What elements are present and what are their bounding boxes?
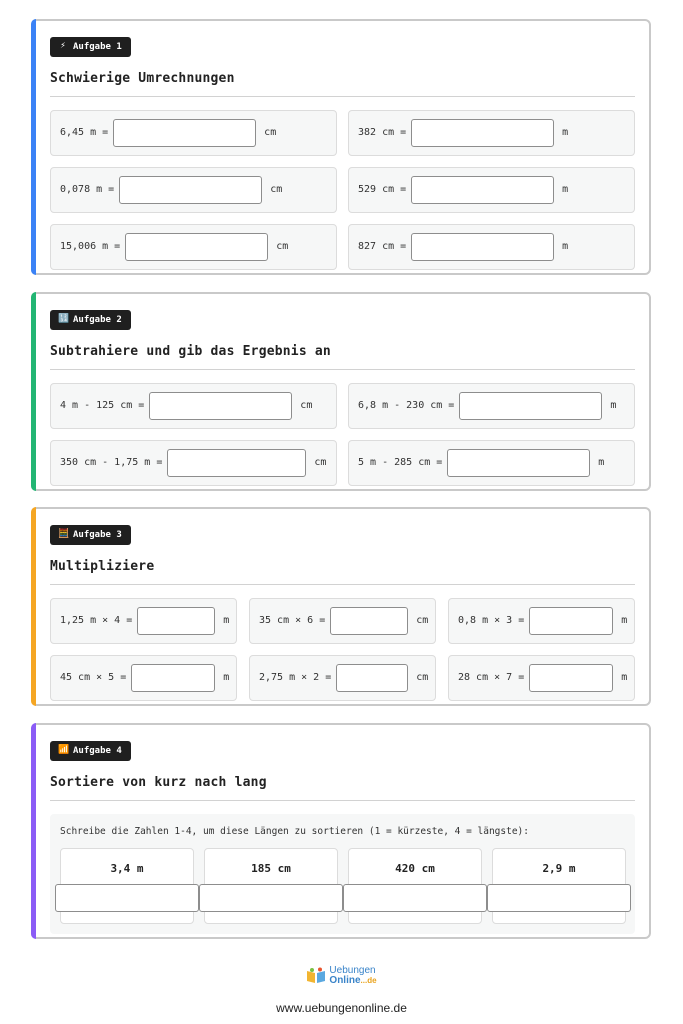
exercise-prompt: 35 cm × 6 = bbox=[259, 615, 326, 626]
exercise-unit: cm bbox=[314, 457, 327, 468]
exercise-unit: m bbox=[223, 672, 230, 683]
answer-field[interactable] bbox=[411, 233, 554, 261]
sort-exercise bbox=[50, 814, 635, 934]
footer bbox=[0, 966, 683, 1015]
answer-field[interactable] bbox=[336, 664, 408, 692]
rank-input[interactable] bbox=[199, 884, 343, 912]
exercise-grid bbox=[50, 383, 635, 486]
exercise-item bbox=[50, 110, 337, 156]
answer-field[interactable] bbox=[529, 607, 613, 635]
rank-input[interactable] bbox=[343, 884, 487, 912]
abacus-icon: 🧮 bbox=[58, 529, 70, 539]
exercise-unit: cm bbox=[416, 615, 429, 626]
bars-icon: 📶 bbox=[58, 745, 70, 755]
exercise-item bbox=[50, 167, 337, 213]
answer-field[interactable] bbox=[113, 119, 256, 147]
answer-field[interactable] bbox=[411, 176, 554, 204]
exercise-unit: m bbox=[621, 615, 628, 626]
exercise-prompt: 45 cm × 5 = bbox=[60, 672, 127, 683]
divider bbox=[50, 800, 635, 801]
exercise-item bbox=[348, 224, 635, 270]
answer-field[interactable] bbox=[149, 392, 292, 420]
divider bbox=[50, 369, 635, 370]
numbers-icon: 🔢 bbox=[58, 314, 70, 324]
length-value: 2,9 m bbox=[542, 861, 576, 875]
task-card-1 bbox=[31, 19, 651, 275]
answer-field[interactable] bbox=[167, 449, 306, 477]
task-title: Subtrahiere und gib das Ergebnis an bbox=[50, 343, 331, 359]
sort-items bbox=[60, 848, 627, 924]
exercise-item bbox=[348, 440, 635, 486]
exercise-item bbox=[50, 440, 337, 486]
exercise-prompt: 0,078 m = bbox=[60, 184, 115, 195]
exercise-item bbox=[348, 383, 635, 429]
answer-field[interactable] bbox=[137, 607, 215, 635]
answer-field[interactable] bbox=[330, 607, 408, 635]
exercise-item bbox=[348, 167, 635, 213]
exercise-prompt: 382 cm = bbox=[358, 127, 407, 138]
exercise-prompt: 28 cm × 7 = bbox=[458, 672, 525, 683]
exercise-item bbox=[249, 655, 436, 701]
exercise-grid bbox=[50, 598, 635, 701]
answer-field[interactable] bbox=[459, 392, 602, 420]
logo-line-1: Uebungen bbox=[329, 965, 376, 976]
task-badge-label: Aufgabe 3 bbox=[73, 529, 122, 540]
exercise-unit: m bbox=[610, 400, 617, 411]
exercise-grid bbox=[50, 110, 635, 270]
exercise-prompt: 529 cm = bbox=[358, 184, 407, 195]
exercise-prompt: 4 m - 125 cm = bbox=[60, 400, 145, 411]
answer-field[interactable] bbox=[529, 664, 613, 692]
exercise-unit: cm bbox=[416, 672, 429, 683]
exercise-unit: m bbox=[562, 241, 569, 252]
exercise-unit: m bbox=[621, 672, 628, 683]
exercise-item bbox=[249, 598, 436, 644]
task-card-4 bbox=[31, 723, 651, 939]
book-logo-icon bbox=[306, 967, 326, 985]
exercise-prompt: 0,8 m × 3 = bbox=[458, 615, 525, 626]
sort-item bbox=[60, 848, 194, 924]
sort-item bbox=[492, 848, 626, 924]
exercise-item bbox=[50, 598, 237, 644]
website-url[interactable]: www.uebungenonline.de bbox=[276, 1001, 407, 1015]
exercise-prompt: 15,006 m = bbox=[60, 241, 121, 252]
task-title: Sortiere von kurz nach lang bbox=[50, 774, 267, 790]
answer-field[interactable] bbox=[119, 176, 262, 204]
logo-line-2: Online bbox=[329, 975, 361, 986]
rank-input[interactable] bbox=[487, 884, 631, 912]
task-badge bbox=[50, 525, 131, 545]
sort-item bbox=[204, 848, 338, 924]
exercise-item bbox=[348, 110, 635, 156]
exercise-unit: cm bbox=[300, 400, 313, 411]
exercise-unit: m bbox=[562, 127, 569, 138]
exercise-unit: cm bbox=[264, 127, 277, 138]
exercise-prompt: 350 cm - 1,75 m = bbox=[60, 457, 163, 468]
sort-item bbox=[348, 848, 482, 924]
exercise-prompt: 1,25 m × 4 = bbox=[60, 615, 133, 626]
exercise-item bbox=[50, 383, 337, 429]
task-badge bbox=[50, 310, 131, 330]
length-value: 3,4 m bbox=[110, 861, 144, 875]
length-value: 185 cm bbox=[251, 861, 291, 875]
exercise-prompt: 2,75 m × 2 = bbox=[259, 672, 332, 683]
exercise-prompt: 5 m - 285 cm = bbox=[358, 457, 443, 468]
answer-field[interactable] bbox=[411, 119, 554, 147]
task-title: Schwierige Umrechnungen bbox=[50, 70, 235, 86]
divider bbox=[50, 584, 635, 585]
exercise-unit: cm bbox=[276, 241, 289, 252]
task-badge-label: Aufgabe 1 bbox=[73, 41, 122, 52]
answer-field[interactable] bbox=[125, 233, 268, 261]
task-title: Multipliziere bbox=[50, 558, 155, 574]
exercise-prompt: 6,8 m - 230 cm = bbox=[358, 400, 455, 411]
exercise-item bbox=[448, 655, 635, 701]
exercise-unit: cm bbox=[270, 184, 283, 195]
task-badge-label: Aufgabe 4 bbox=[73, 745, 122, 756]
task-badge bbox=[50, 37, 131, 57]
task-card-2 bbox=[31, 292, 651, 491]
exercise-item bbox=[50, 655, 237, 701]
rank-input[interactable] bbox=[55, 884, 199, 912]
exercise-prompt: 827 cm = bbox=[358, 241, 407, 252]
task-card-3 bbox=[31, 507, 651, 706]
length-value: 420 cm bbox=[395, 861, 435, 875]
exercise-unit: m bbox=[223, 615, 230, 626]
exercise-unit: m bbox=[598, 457, 605, 468]
exercise-item bbox=[448, 598, 635, 644]
exercise-item bbox=[50, 224, 337, 270]
exercise-prompt: 6,45 m = bbox=[60, 127, 109, 138]
task-badge bbox=[50, 741, 131, 761]
answer-field[interactable] bbox=[131, 664, 215, 692]
site-logo[interactable] bbox=[306, 966, 376, 986]
exercise-unit: m bbox=[562, 184, 569, 195]
divider bbox=[50, 96, 635, 97]
task-badge-label: Aufgabe 2 bbox=[73, 314, 122, 325]
logo-tld: ...de bbox=[360, 976, 377, 985]
sort-instructions: Schreibe die Zahlen 1-4, um diese Längen zu sortieren (1 = kürzeste, 4 = längste): bbox=[60, 825, 529, 837]
lightning-icon: ⚡ bbox=[60, 41, 66, 51]
answer-field[interactable] bbox=[447, 449, 590, 477]
